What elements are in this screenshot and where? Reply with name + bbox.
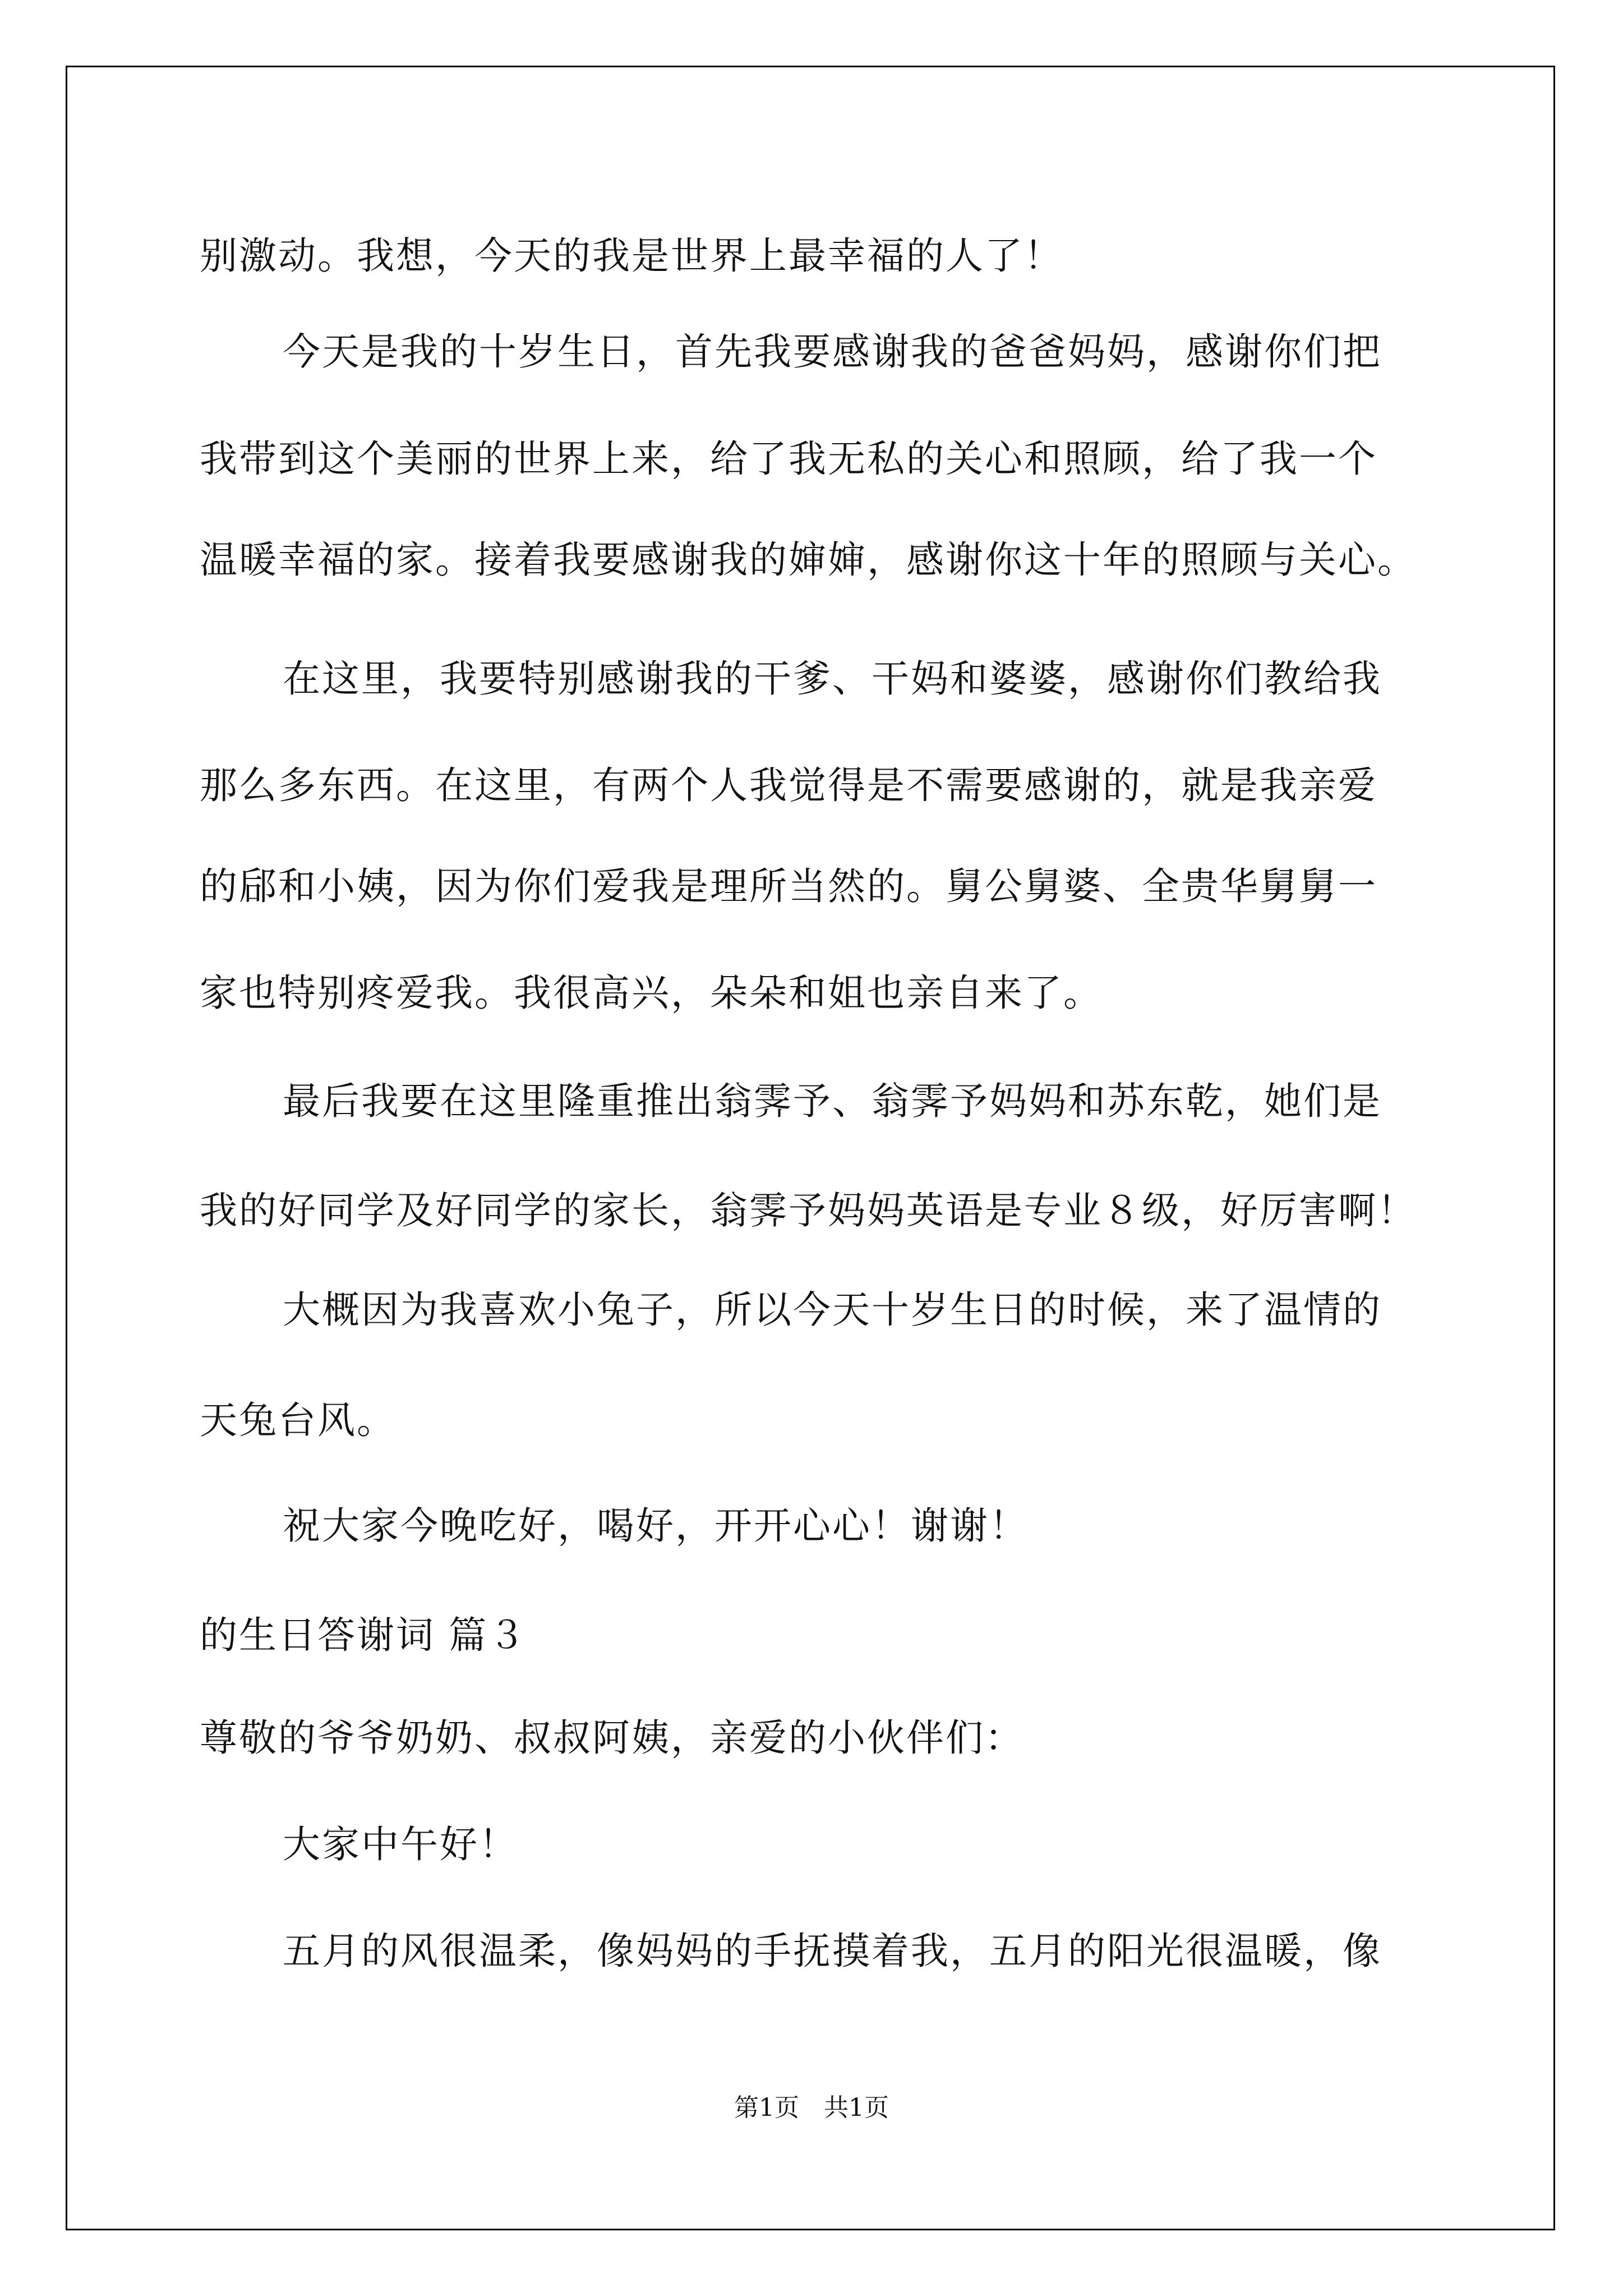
- greeting: 大家中午好！: [283, 1823, 518, 1866]
- section-heading: 的生日答谢词 篇３: [200, 1613, 528, 1657]
- text-line: 的郈和小姨，因为你们爱我是理所当然的。舅公舅婆、全贵华舅舅一: [200, 864, 1377, 908]
- text-line: 别激动。我想，今天的我是世界上最幸福的人了！: [200, 234, 1063, 278]
- text-line: 在这里，我要特别感谢我的干爹、干妈和婆婆，感谢你们教给我: [283, 657, 1382, 701]
- text-line: 今天是我的十岁生日，首先我要感谢我的爸爸妈妈，感谢你们把: [283, 330, 1382, 374]
- text-line: 家也特别疼爱我。我很高兴，朵朵和姐也亲自来了。: [200, 971, 1103, 1015]
- text-line: 五月的风很温柔，像妈妈的手抚摸着我，五月的阳光很温暖，像: [283, 1929, 1382, 1973]
- text-line: 我的好同学及好同学的家长，翁霁予妈妈英语是专业８级，好厉害啊！: [200, 1189, 1417, 1232]
- text-line: 我带到这个美丽的世界上来，给了我无私的关心和照顾，给了我一个: [200, 437, 1377, 481]
- text-line: 温暖幸福的家。接着我要感谢我的婶婶，感谢你这十年的照顾与关心。: [200, 538, 1417, 582]
- text-line: 祝大家今晚吃好，喝好，开开心心！谢谢！: [283, 1504, 1029, 1548]
- page-border: [66, 66, 1555, 2230]
- text-line: 那么多东西。在这里，有两个人我觉得是不需要感谢的，就是我亲爱: [200, 763, 1377, 807]
- text-line: 天兔台风。: [200, 1398, 396, 1442]
- text-line: 最后我要在这里隆重推出翁霁予、翁霁予妈妈和苏东乾，她们是: [283, 1079, 1382, 1123]
- salutation: 尊敬的爷爷奶奶、叔叔阿姨，亲爱的小伙伴们：: [200, 1716, 1024, 1760]
- page-footer: 第1页 共1页: [734, 2093, 889, 2122]
- text-line: 大概因为我喜欢小兔子，所以今天十岁生日的时候，来了温情的: [283, 1288, 1382, 1332]
